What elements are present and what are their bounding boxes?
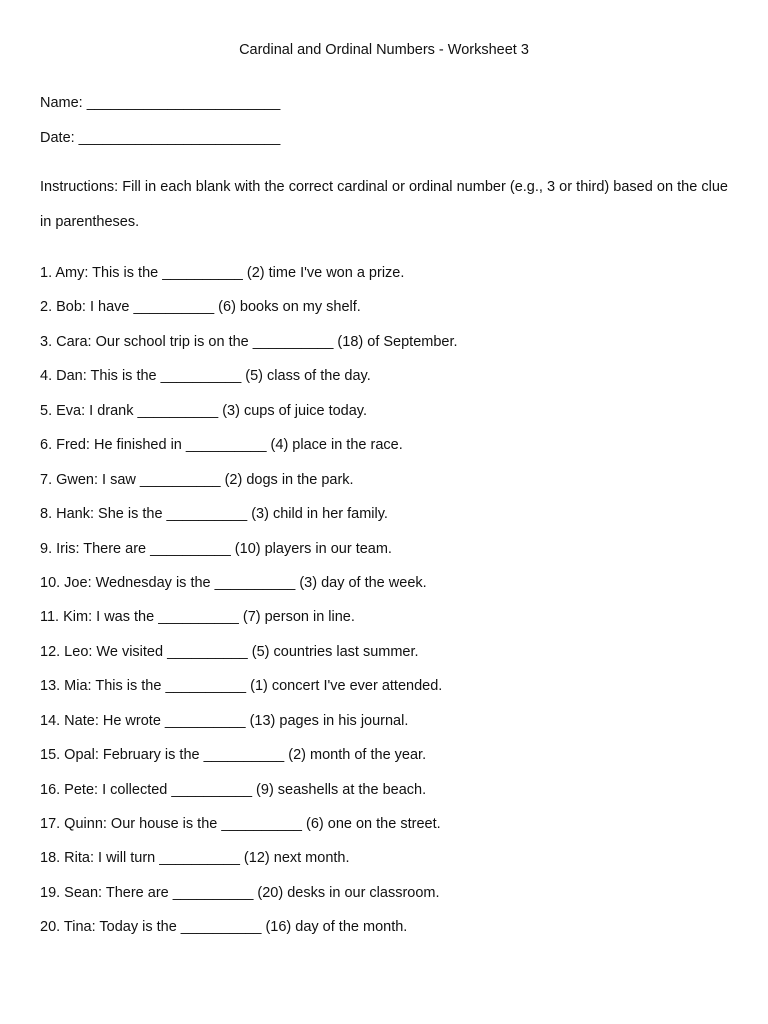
question-1: 1. Amy: This is the __________ (2) time I've won a prize. <box>40 265 405 281</box>
question-17: 17. Quinn: Our house is the __________ (6) one on the street. <box>40 816 441 832</box>
worksheet-title: Cardinal and Ordinal Numbers - Worksheet 3 <box>239 42 529 58</box>
question-16: 16. Pete: I collected __________ (9) seashells at the beach. <box>40 781 427 798</box>
instructions: Instructions: Fill in each blank with the correct cardinal or ordinal number (e.g., 3 or third) based on the clue in parentheses. <box>40 179 728 230</box>
question-5: 5. Eva: I drank __________ (3) cups of juice today. <box>40 402 367 419</box>
question-12: 12. Leo: We visited __________ (5) countries last summer. <box>40 643 419 660</box>
question-19: 19. Sean: There are __________ (20) desks in our classroom. <box>40 884 440 901</box>
question-8: 8. Hank: She is the __________ (3) child in her family. <box>40 506 388 523</box>
question-14: 14. Nate: He wrote __________ (13) pages in his journal. <box>40 712 409 729</box>
question-18: 18. Rita: I will turn __________ (12) next month. <box>40 850 350 867</box>
date-field: Date: _________________________ <box>40 130 281 146</box>
question-list <box>40 264 740 953</box>
question-15: 15. Opal: February is the __________ (2) month of the year. <box>40 747 427 764</box>
question-2: 2. Bob: I have __________ (6) books on my shelf. <box>40 299 361 316</box>
question-20: 20. Tina: Today is the __________ (16) day of the month. <box>40 919 408 936</box>
question-4: 4. Dan: This is the __________ (5) class of the day. <box>40 368 371 385</box>
question-13: 13. Mia: This is the __________ (1) concert I've ever attended. <box>40 678 443 695</box>
question-9: 9. Iris: There are __________ (10) players in our team. <box>40 540 392 557</box>
question-6: 6. Fred: He finished in __________ (4) place in the race. <box>40 437 403 454</box>
question-10: 10. Joe: Wednesday is the __________ (3) day of the week. <box>40 574 427 591</box>
name-field: Name: ________________________ <box>40 95 281 111</box>
question-3: 3. Cara: Our school trip is on the __________ (18) of September. <box>40 333 458 350</box>
question-7: 7. Gwen: I saw __________ (2) dogs in the park. <box>40 471 354 488</box>
question-11: 11. Kim: I was the __________ (7) person in line. <box>40 609 355 626</box>
